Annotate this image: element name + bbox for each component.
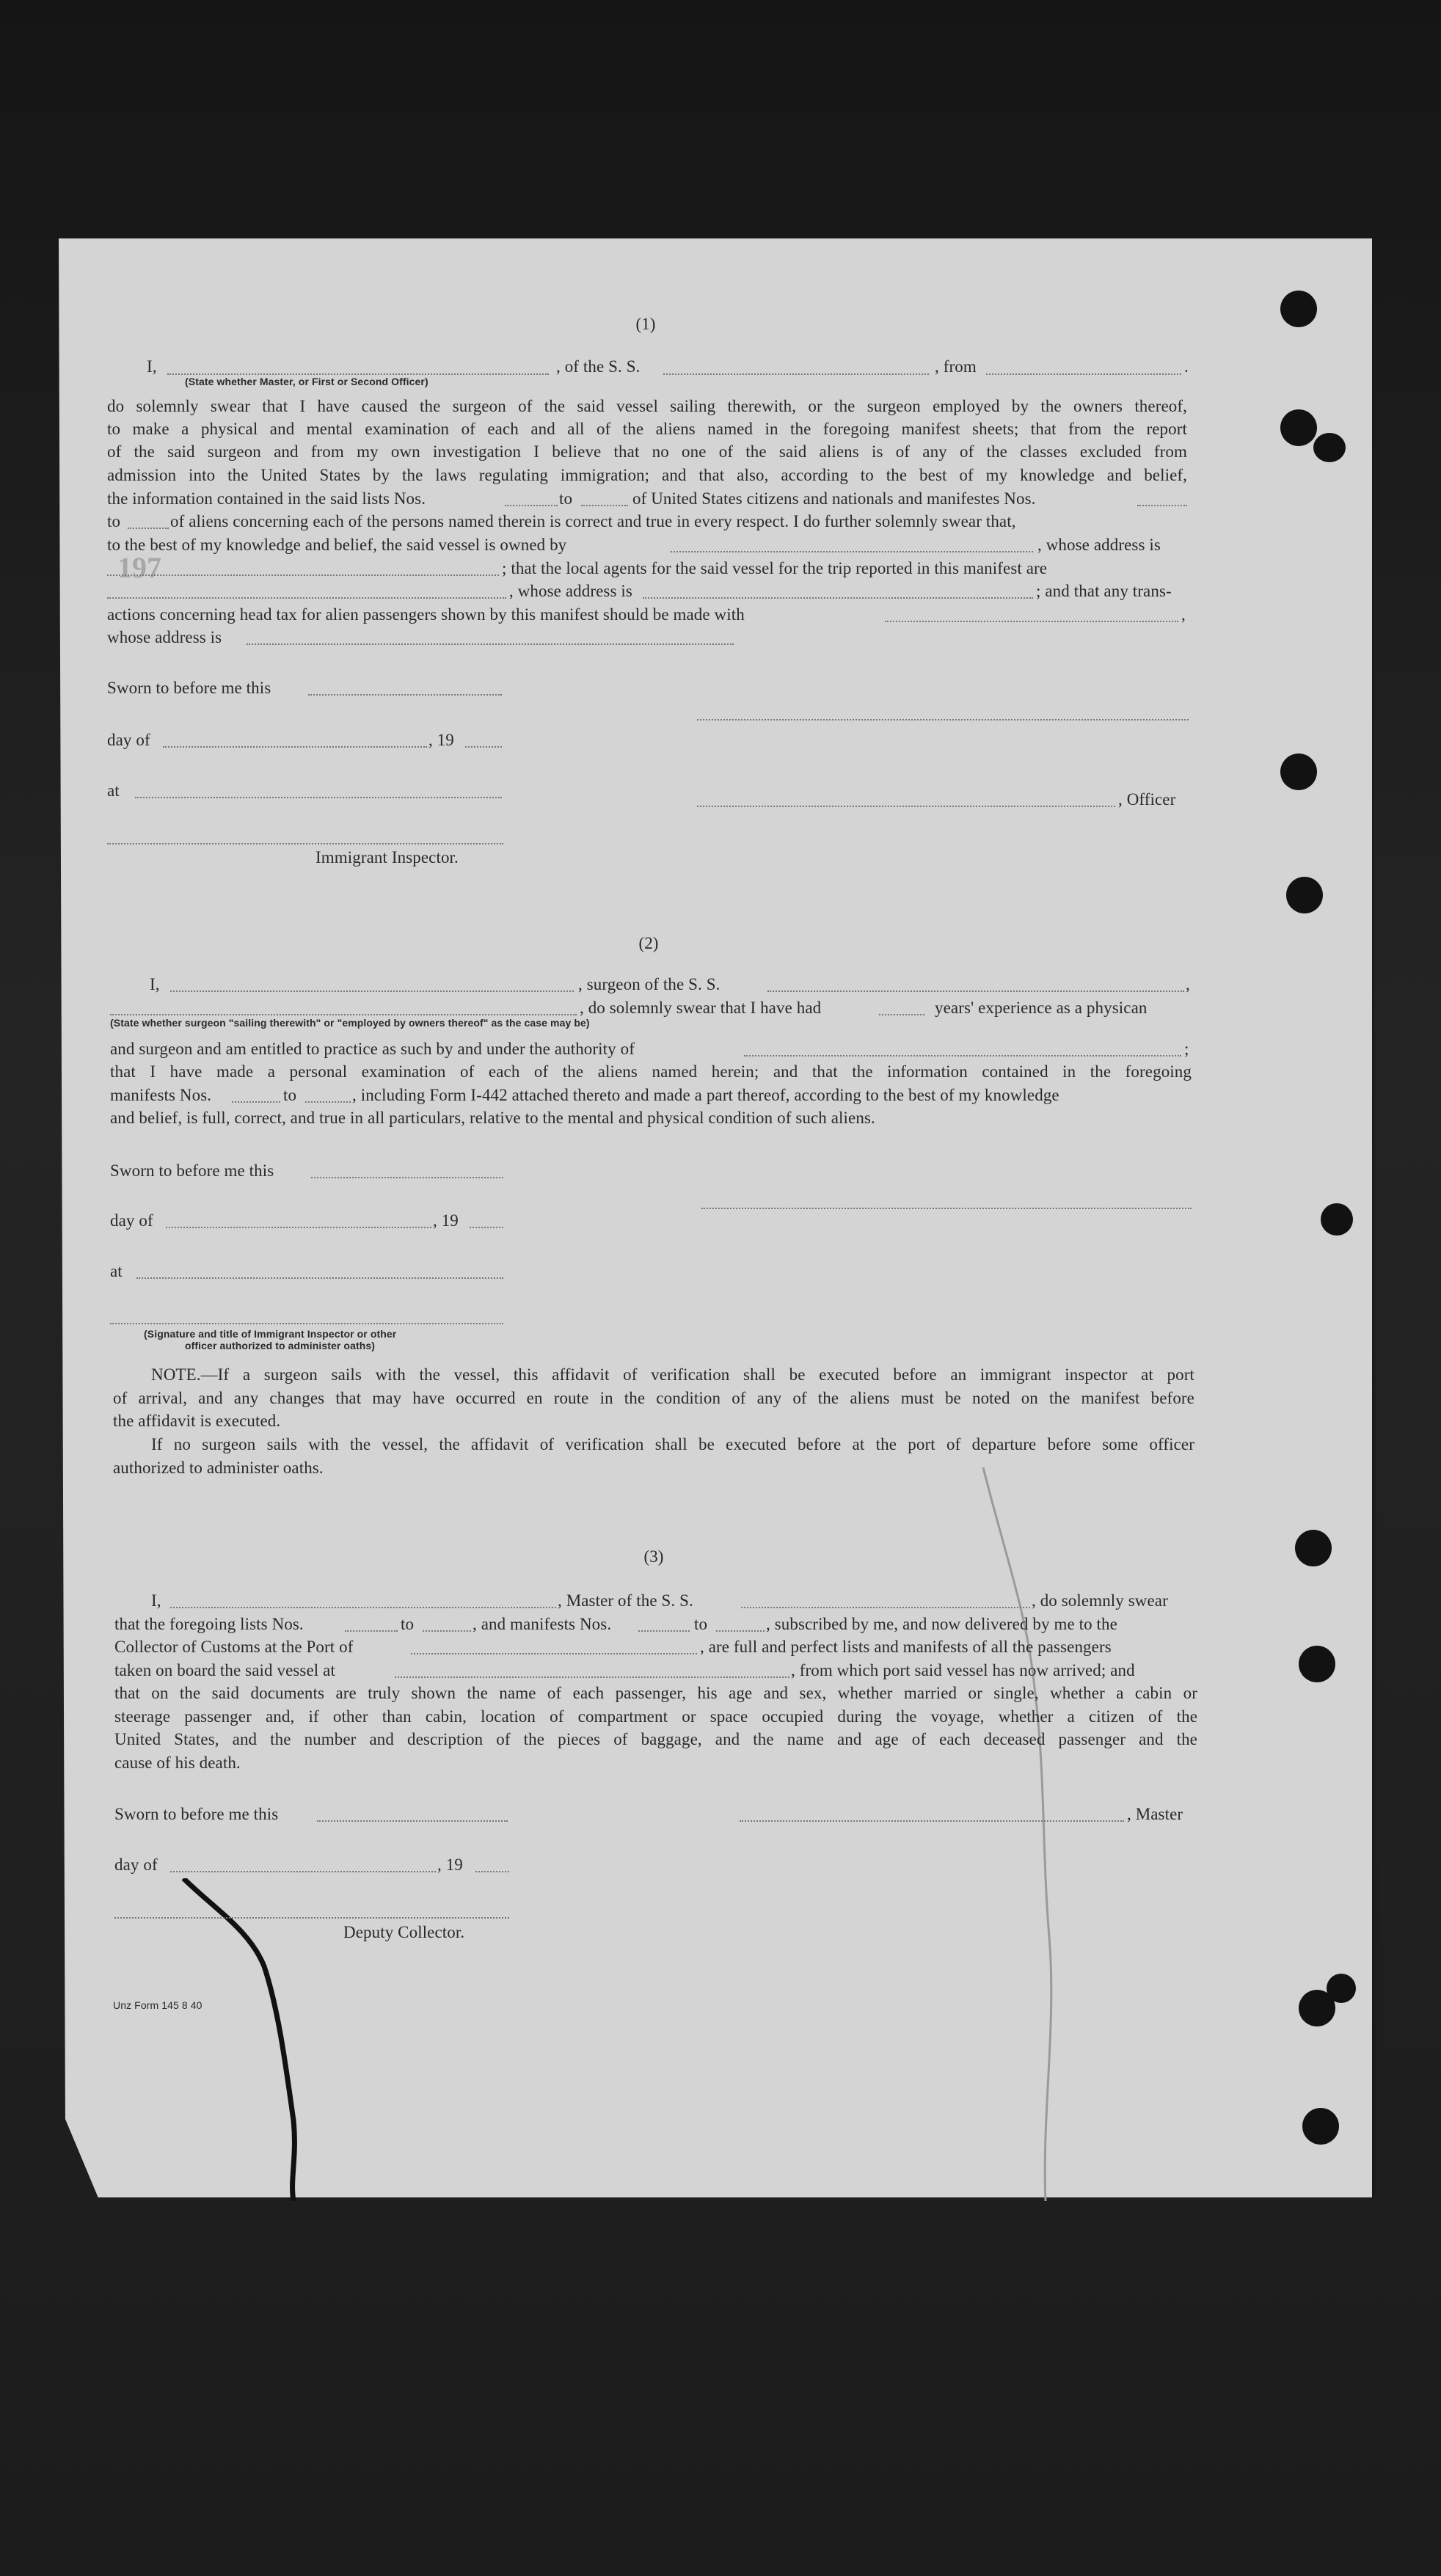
s2-year-label: , 19 (433, 1211, 459, 1230)
s2-line1-end: , (1186, 975, 1190, 993)
s2-manifests-to: to (283, 1086, 297, 1104)
s1-line1-start: I, (147, 357, 157, 376)
s2-sworn-label: Sworn to before me this (110, 1161, 274, 1180)
s1-head-tax-field[interactable] (885, 621, 1178, 622)
s2-inspector-signature-field[interactable] (110, 1323, 503, 1324)
s3-master-signature-field[interactable] (740, 1820, 1124, 1822)
s2-line2-mid: , do solemnly swear that I have had (580, 999, 822, 1017)
section-3-heading: (3) (643, 1547, 664, 1566)
s2-caption: (State whether surgeon "sailing therewith" or "employed by owners thereof" as the case may be) (110, 1017, 590, 1029)
s3-port-field[interactable] (411, 1653, 697, 1654)
s3-year-label: , 19 (437, 1856, 463, 1874)
s1-line1-end: , from (935, 357, 977, 376)
s2-signature-field[interactable] (701, 1208, 1192, 1209)
s2-line3-end: ; (1184, 1040, 1189, 1058)
s2-note-line: authorized to administer oaths. (113, 1459, 324, 1477)
s1-owner-address-field[interactable] (107, 574, 499, 576)
s3-para-line: United States, and the number and description of the pieces of baggage, and the name and age of each deceased passenger and the (114, 1730, 1197, 1748)
s2-month-field[interactable] (166, 1227, 431, 1228)
s3-collector-label-bottom: Deputy Collector. (343, 1923, 465, 1941)
s3-lists-from-field[interactable] (345, 1630, 398, 1632)
s1-signature-field[interactable] (697, 719, 1189, 720)
s3-lists-to: to (401, 1615, 415, 1633)
faded-stamp: 197 (117, 551, 161, 584)
s3-manifests-to: to (694, 1615, 708, 1633)
s2-at-field[interactable] (136, 1277, 503, 1279)
s2-sig-caption-1: (Signature and title of Immigrant Inspector or other (144, 1328, 397, 1340)
s3-para-last: cause of his death. (114, 1754, 241, 1772)
s3-sworn-label: Sworn to before me this (114, 1805, 279, 1823)
s1-at-field[interactable] (135, 797, 502, 798)
s1-lists-from-field[interactable] (505, 505, 558, 506)
s1-officer-label: , Officer (1118, 790, 1176, 809)
s1-day-of-label: day of (107, 731, 150, 749)
s1-agents-field[interactable] (107, 597, 506, 599)
s2-line3: and surgeon and am entitled to practice as such by and under the authority of (110, 1040, 635, 1058)
s3-collector-signature-field[interactable] (114, 1917, 509, 1919)
s2-sig-caption-2: officer authorized to administer oaths) (185, 1340, 376, 1351)
s1-agents-address-label: , whose address is (509, 582, 632, 600)
s1-caption: (State whether Master, or First or Second Officer) (185, 376, 428, 387)
s1-at-label: at (107, 781, 120, 800)
s2-line1-start: I, (150, 975, 160, 993)
s3-manifests-to-field[interactable] (716, 1630, 765, 1632)
s3-line1-end: , do solemnly swear (1032, 1591, 1168, 1610)
s1-agents-address-field[interactable] (643, 597, 1033, 599)
s1-year-label: , 19 (428, 731, 454, 749)
s2-vessel-field[interactable] (767, 990, 1184, 992)
s3-day-of-label: day of (114, 1856, 158, 1874)
s1-owner-address-label: , whose address is (1037, 536, 1161, 554)
s2-day-of-label: day of (110, 1211, 153, 1230)
s1-year-field[interactable] (465, 746, 502, 748)
s3-manifests-label: , and manifests Nos. (473, 1615, 612, 1633)
s1-manifests-field[interactable] (1137, 505, 1187, 506)
s3-manifests-from-field[interactable] (638, 1630, 690, 1632)
s1-lists-to: to (559, 489, 573, 508)
s1-lists-label-2: of United States citizens and nationals and manifestes Nos. (632, 489, 1036, 508)
s1-manifests-to-field[interactable] (128, 528, 169, 529)
s3-line2-rest: , subscribed by me, and now delivered by me to the (766, 1615, 1117, 1633)
s1-para-line: admission into the United States by the laws regulating immigration; and that also, according to the best of my knowledge and belief, (107, 466, 1187, 484)
s3-line3-rest: , are full and perfect lists and manifests of all the passengers (700, 1638, 1112, 1656)
s2-note-line: If no surgeon sails with the vessel, the affidavit of verification shall be executed before at the port of departure before some officer (151, 1435, 1194, 1453)
s1-lists-to-field[interactable] (581, 505, 628, 506)
s1-month-field[interactable] (163, 746, 427, 748)
s1-from-field[interactable] (986, 373, 1181, 375)
s1-sworn-label: Sworn to before me this (107, 679, 271, 697)
s1-actions-text: actions concerning head tax for alien passengers shown by this manifest should be made with (107, 605, 745, 624)
s2-manifests-label: manifests Nos. (110, 1086, 212, 1104)
s2-line2-end: years' experience as a physican (935, 999, 1148, 1017)
s3-year-field[interactable] (475, 1871, 509, 1872)
s2-authority-field[interactable] (744, 1055, 1181, 1057)
s2-sworn-date-field[interactable] (311, 1177, 503, 1178)
s1-inspector-signature-field[interactable] (107, 843, 503, 844)
s2-manifests-from-field[interactable] (232, 1101, 280, 1103)
s1-whose-address-label: whose address is (107, 628, 222, 646)
s2-note-line: the affidavit is executed. (113, 1412, 281, 1430)
s2-surgeon-name-field[interactable] (170, 990, 574, 992)
s2-note-line: of arrival, and any changes that may have occurred en route in the condition of any of the aliens must be noted on the manifest before (113, 1389, 1194, 1407)
s1-officer-name-field[interactable] (167, 373, 549, 375)
s2-year-field[interactable] (470, 1227, 503, 1228)
s3-para-line: that on the said documents are truly shown the name of each passenger, his age and sex, whether married or single, whether a cabin or (114, 1684, 1197, 1702)
s3-lists-to-field[interactable] (423, 1630, 471, 1632)
s1-officer-field[interactable] (697, 806, 1115, 807)
s3-line4-rest: , from which port said vessel has now arrived; and (791, 1661, 1135, 1679)
s1-para-line: to make a physical and mental examination of each and all of the aliens named in the foregoing manifest sheets; that from the report (107, 420, 1187, 438)
s3-sworn-date-field[interactable] (317, 1820, 508, 1822)
s1-para-line: of the said surgeon and from my own investigation I believe that no one of the said aliens is of any of the classes excluded from (107, 442, 1187, 461)
s1-lists-label: the information contained in the said lists Nos. (107, 489, 426, 508)
s3-master-label: , Master (1127, 1805, 1183, 1823)
section-1-heading: (1) (635, 315, 656, 333)
s2-note-line: NOTE.—If a surgeon sails with the vessel, this affidavit of verification shall be executed before an immigrant inspector at port (151, 1365, 1194, 1384)
s1-vessel-field[interactable] (663, 373, 929, 375)
s1-owner-field[interactable] (671, 551, 1033, 552)
s3-month-field[interactable] (170, 1871, 436, 1872)
s1-trans-text: ; and that any trans- (1036, 582, 1172, 600)
s3-vessel-at-field[interactable] (395, 1676, 789, 1678)
s3-vessel-field[interactable] (741, 1607, 1030, 1608)
s2-line5-rest: , including Form I-442 attached thereto and made a part thereof, according to the best of my knowledge (352, 1086, 1059, 1104)
s3-line1-start: I, (151, 1591, 161, 1610)
form-number: Unz Form 145 8 40 (113, 1999, 203, 2011)
s1-inspector-label: Immigrant Inspector. (315, 848, 459, 866)
s2-years-field[interactable] (879, 1014, 924, 1015)
section-2-heading: (2) (638, 934, 659, 952)
s1-owned-by-label: to the best of my knowledge and belief, the said vessel is owned by (107, 536, 567, 554)
s2-line6: and belief, is full, correct, and true in all particulars, relative to the mental and physical condition of such aliens. (110, 1109, 875, 1127)
s1-aliens-text: of aliens concerning each of the persons named therein is correct and true in every respect. I do further solemnly swear that, (170, 512, 1016, 530)
s3-taken-label: taken on board the said vessel at (114, 1661, 335, 1679)
s3-collector-label: Collector of Customs at the Port of (114, 1638, 354, 1656)
s1-line1-end-dot: . (1184, 357, 1189, 376)
s2-line4: that I have made a personal examination of each of the aliens named herein; and that the information contained in the foregoing (110, 1062, 1192, 1081)
s1-line1-mid: , of the S. S. (556, 357, 641, 376)
s2-surgeon-type-field[interactable] (110, 1014, 577, 1015)
s3-master-name-field[interactable] (170, 1607, 556, 1608)
s3-line1-mid: , Master of the S. S. (558, 1591, 693, 1610)
s1-actions-end: , (1181, 605, 1186, 624)
s2-at-label: at (110, 1262, 123, 1280)
s3-para-line: steerage passenger and, if other than cabin, location of compartment or space occupied during the voyage, whether a citizen of the (114, 1707, 1197, 1726)
s2-line1-mid: , surgeon of the S. S. (578, 975, 720, 993)
s1-sworn-date-field[interactable] (308, 694, 502, 696)
s1-agents-text: ; that the local agents for the said vessel for the trip reported in this manifest are (502, 559, 1048, 577)
s1-to-label: to (107, 512, 121, 530)
s2-manifests-to-field[interactable] (305, 1101, 351, 1103)
s3-lists-label: that the foregoing lists Nos. (114, 1615, 304, 1633)
s1-para-line: do solemnly swear that I have caused the surgeon of the said vessel sailing therewith, or the surgeon employed by the owners thereof, (107, 397, 1187, 415)
s1-head-tax-address-field[interactable] (247, 643, 734, 645)
